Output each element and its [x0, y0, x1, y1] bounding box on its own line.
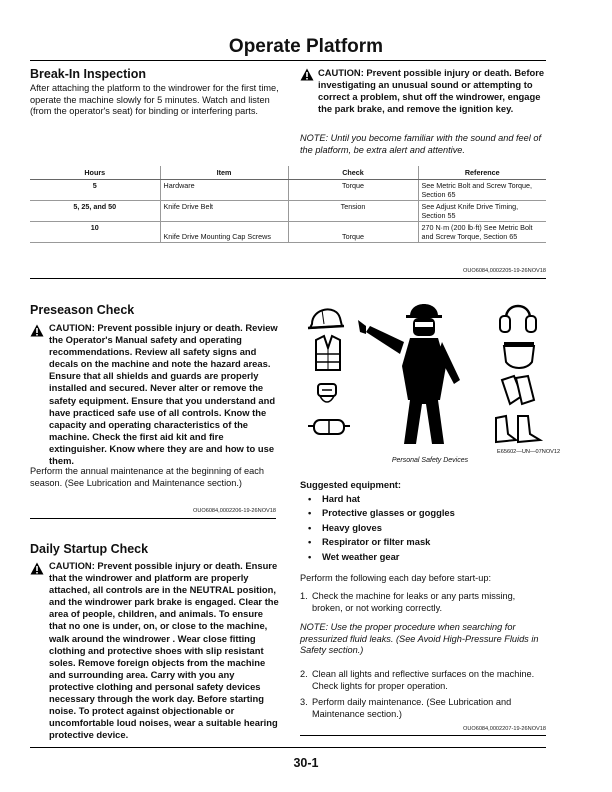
footer-rule: [30, 747, 546, 748]
list-item: [300, 591, 548, 614]
page-title: Operate Platform: [228, 36, 384, 57]
break-in-note: NOTE: Until you become familiar with the sound and feel of the platform, be extra alert and attentive.: [300, 133, 542, 155]
table-header-reference: Reference: [418, 166, 546, 180]
cell-hours: 10: [30, 222, 160, 243]
cell-reference: See Adjust Knife Drive Timing, Section 55: [418, 201, 546, 222]
daily-heading: Daily Startup Check: [30, 542, 149, 556]
ear-plugs-icon: [318, 384, 336, 402]
break-in-ref-code: OUO6084,0002205-19-26NOV18: [462, 268, 546, 274]
goggles-icon: [308, 420, 350, 434]
step-number: 2.: [300, 669, 308, 679]
step-number: 3.: [300, 697, 308, 708]
equipment-item: Protective glasses or goggles: [322, 507, 455, 519]
worker-figure-icon: [358, 304, 460, 444]
table-header-check: Check: [288, 166, 418, 180]
daily-caution: CAUTION: Prevent possible injury or death. Ensure that the windrower and platform are properly attached, all controls are in the NEUTRAL position, and the windrower park brake is engaged. Clear the area of people, children, and animals. To ensure that no one is under, on, or close to the machine, walk around the windrower . Wear close fitting clothing and protective shoes with slip resistant soles. Remove foreign objects from the machine and surrounding area. Carry with you any protective clothing and personal safety devices necessary through the work day. Before starting noise. To protect against objectionable or uncomfortable loud noises, wear a suitable hearing protective device.: [49, 560, 279, 741]
daily-note: NOTE: Use the proper procedure when searching for pressurized fluid leaks. (See Avoid High-Pressure Fluids in Safety section.): [300, 622, 539, 656]
bullet: •: [308, 493, 312, 504]
list-item: [300, 535, 546, 549]
equipment-item: Heavy gloves: [322, 521, 382, 533]
table-header-item: Item: [160, 166, 288, 180]
equipment-heading: Suggested equipment:: [300, 479, 402, 490]
cell-check: Tension: [288, 201, 418, 222]
ear-muffs-icon: [500, 306, 536, 332]
cell-reference: 270 N·m (200 lb·ft) See Metric Bolt and Screw Torque, Section 65: [418, 222, 546, 243]
step-number: 1.: [300, 591, 308, 601]
cell-reference: See Metric Bolt and Screw Torque, Section 65: [418, 180, 546, 201]
daily-steps-list-continued: [300, 669, 548, 720]
equipment-item: Respirator or filter mask: [322, 536, 431, 548]
list-item: [300, 506, 546, 520]
break-in-table: [30, 166, 546, 243]
daily-steps-list: [300, 591, 548, 614]
list-item: [300, 697, 548, 720]
list-item: [300, 669, 548, 692]
title-rule: [30, 60, 546, 61]
table-header-hours: Hours: [30, 166, 160, 180]
cell-item: Knife Drive Belt: [160, 201, 288, 222]
gloves-icon: [502, 376, 534, 404]
cell-hours: 5: [30, 180, 160, 201]
daily-ref-code: OUO6084,0002207-19-26NOV18: [462, 726, 546, 732]
break-in-heading: Break-In Inspection: [30, 67, 146, 81]
table-row: [30, 180, 546, 201]
step-text: Clean all lights and reflective surfaces on the machine. Check lights for proper operation.: [312, 669, 535, 691]
section-rule: [30, 518, 276, 519]
equipment-item: Wet weather gear: [322, 550, 400, 562]
cell-item: Knife Drive Mounting Cap Screws: [160, 222, 288, 243]
bullet: •: [308, 521, 312, 533]
warning-triangle-icon: [300, 68, 314, 81]
bullet: •: [308, 550, 312, 562]
page-number: 30-1: [293, 756, 319, 770]
bullet: •: [308, 536, 312, 548]
cell-check: Torque: [288, 180, 418, 201]
cell-item: Hardware: [160, 180, 288, 201]
cell-hours: 5, 25, and 50: [30, 201, 160, 222]
table-header-row: [30, 166, 546, 180]
equipment-item: Hard hat: [322, 493, 361, 504]
list-item: [300, 492, 546, 506]
step-text: Check the machine for leaks or any parts missing, broken, or not working correctly.: [312, 591, 516, 613]
preseason-body: Perform the annual maintenance at the beginning of each season. (See Lubrication and Maintenance section.): [30, 466, 264, 488]
hard-hat-icon: [308, 309, 344, 328]
warning-triangle-icon: [30, 324, 44, 337]
figure-caption: Personal Safety Devices: [391, 457, 469, 464]
equipment-list: [300, 492, 546, 564]
daily-intro: Perform the following each day before start-up:: [300, 573, 491, 583]
section-rule: [300, 735, 546, 736]
table-row: [30, 201, 546, 222]
face-shield-icon: [504, 342, 534, 368]
personal-safety-devices-figure: [300, 296, 548, 454]
figure-id: E65602—UN—07NOV12: [497, 449, 561, 455]
list-item: [300, 521, 546, 535]
break-in-body: After attaching the platform to the windrower for the first time, operate the machine slowly for 5 minutes. Watch and listen (from the operator's seat) for binding or interfering parts.: [30, 83, 279, 117]
list-item: [300, 550, 546, 564]
break-in-caution: CAUTION: Prevent possible injury or death. Before investigating an unusual sound or attempting to correct a problem, shut off the windrower, engage the park brake, and remove the ignition key.: [318, 67, 545, 115]
bullet: •: [308, 507, 312, 519]
warning-triangle-icon: [30, 562, 44, 575]
table-row: [30, 222, 546, 243]
preseason-caution: CAUTION: Prevent possible injury or death. Review the Operator's Manual safety and operating recommendations. Review all safety signs and decals on the machine and note the hazard areas. Ensure that all shields and guards are properly installed and secured. Never alter or remove the safety equipment. Ensure that you understand and have practiced safe use of all controls. Know the capacity and operating characteristics of the machine. Check the first aid kit and fire extinguisher. Know where they are and how to use them.: [49, 322, 278, 467]
boots-icon: [496, 416, 540, 442]
cell-check: Torque: [288, 222, 418, 243]
preseason-ref-code: OUO6084,0002206-19-26NOV18: [192, 508, 276, 514]
section-rule: [30, 278, 546, 279]
safety-vest-icon: [316, 336, 340, 370]
step-text: Perform daily maintenance. (See Lubrication and Maintenance section.): [312, 697, 512, 719]
preseason-heading: Preseason Check: [30, 303, 135, 317]
